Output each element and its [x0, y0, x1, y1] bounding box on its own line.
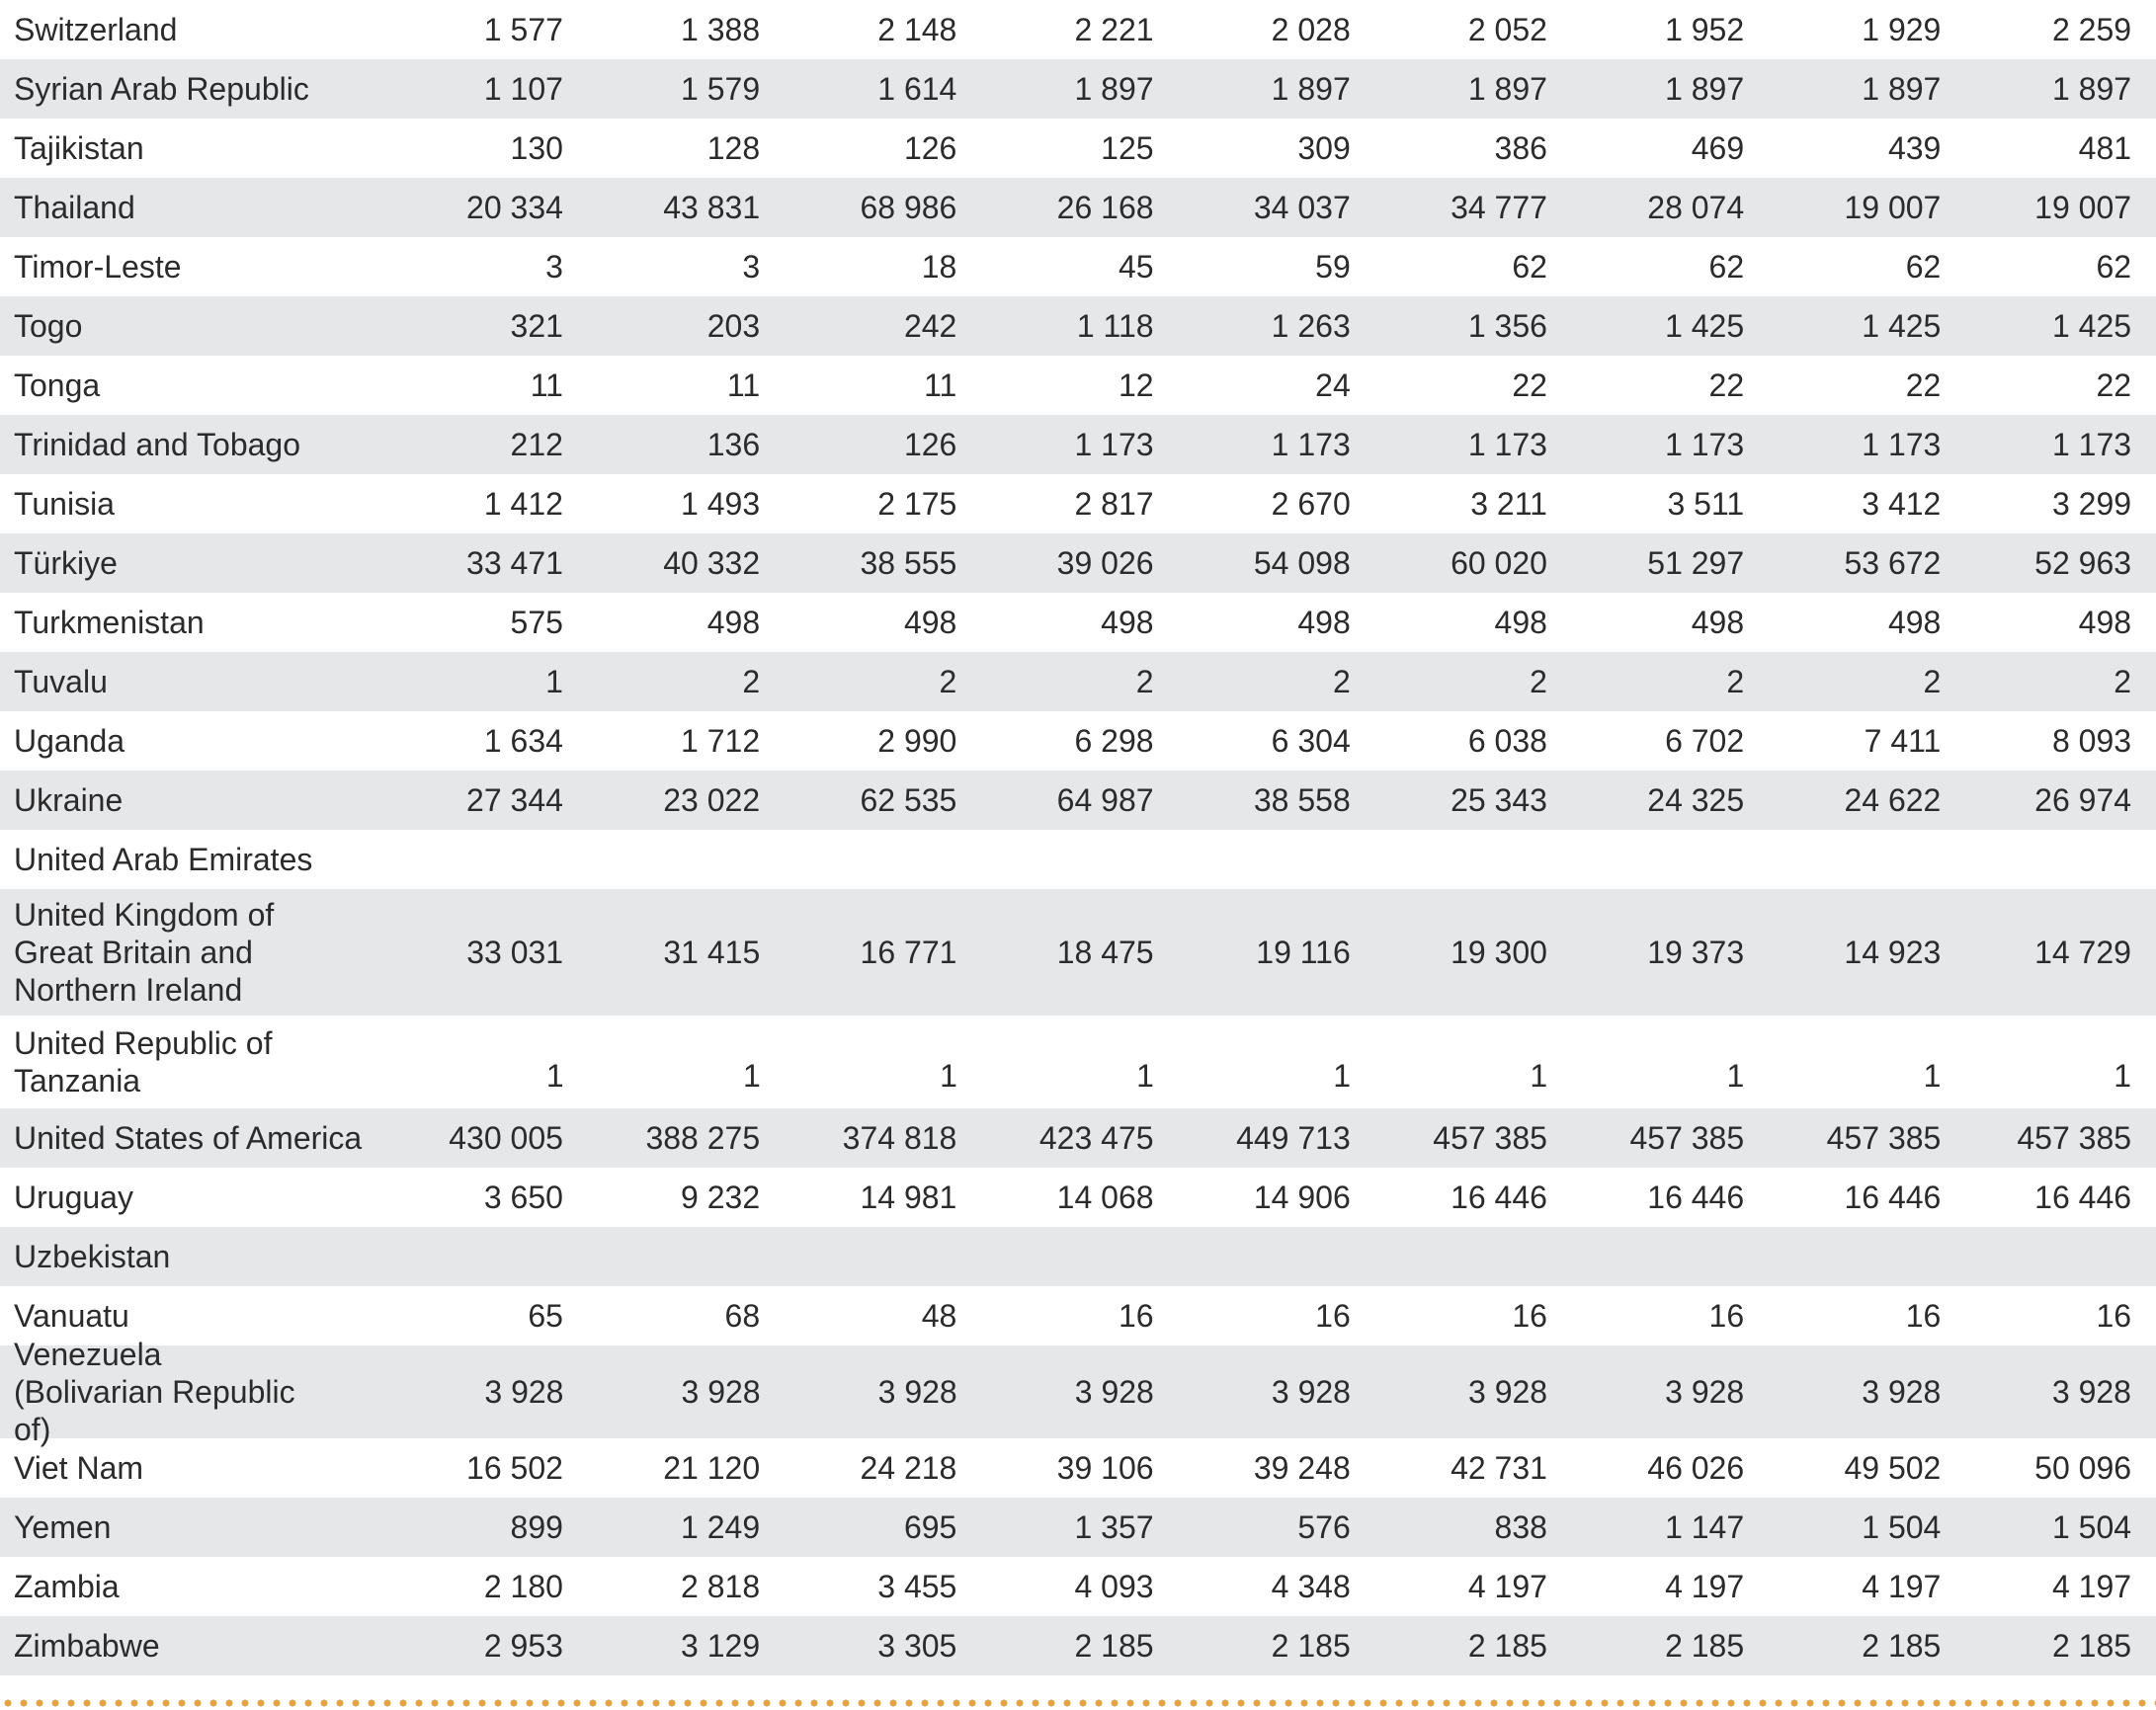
country-name: Switzerland — [14, 12, 178, 47]
value-cell: 51 297 — [1647, 544, 1745, 581]
value-cell: 2 259 — [2051, 11, 2132, 47]
country-name: Venezuela (Bolivarian Republic of) — [14, 1337, 295, 1447]
value-cell: 2 — [1726, 663, 1745, 699]
value-cell: 22 — [1512, 366, 1547, 403]
value-cell: 19 007 — [2034, 189, 2132, 225]
value-cell: 22 — [1708, 366, 1745, 403]
country-name: Uzbekistan — [14, 1239, 171, 1274]
value-cell: 1 173 — [1862, 426, 1942, 462]
value-cell: 34 037 — [1253, 189, 1351, 225]
value-cell: 49 502 — [1844, 1449, 1942, 1486]
value-cell: 16 — [1708, 1297, 1745, 1334]
country-name: Yemen — [14, 1509, 112, 1545]
value-cell: 469 — [1691, 129, 1745, 166]
value-cell: 309 — [1297, 129, 1351, 166]
value-cell: 3 — [545, 248, 563, 285]
table-row — [0, 652, 2156, 711]
value-cell: 26 974 — [2034, 781, 2132, 818]
value-cell: 1 425 — [1665, 307, 1745, 344]
value-cell: 1 173 — [1467, 426, 1547, 462]
value-cell: 2 670 — [1271, 485, 1351, 522]
value-cell: 1 — [742, 1058, 761, 1094]
value-cell: 11 — [530, 366, 563, 403]
value-cell: 16 446 — [2034, 1179, 2132, 1215]
value-cell: 2 185 — [1074, 1627, 1154, 1664]
country-name: Tunisia — [14, 486, 115, 522]
value-cell: 21 120 — [663, 1449, 761, 1486]
value-cell: 40 332 — [663, 544, 761, 581]
value-cell: 16 502 — [466, 1449, 563, 1486]
table-row — [0, 0, 2156, 59]
value-cell: 1 897 — [2051, 70, 2132, 107]
table-row — [0, 474, 2156, 533]
value-cell: 1 — [1726, 1058, 1745, 1094]
value-cell: 23 022 — [663, 781, 761, 818]
value-cell: 7 411 — [1864, 722, 1942, 759]
value-cell: 1 897 — [1271, 70, 1351, 107]
value-cell: 457 385 — [1826, 1119, 1942, 1156]
value-cell: 212 — [510, 426, 563, 462]
value-cell: 16 446 — [1844, 1179, 1942, 1215]
country-name: United Republic of Tanzania — [14, 1025, 273, 1099]
table-row — [0, 356, 2156, 415]
value-cell: 1 897 — [1665, 70, 1745, 107]
value-cell: 1 — [2114, 1058, 2131, 1094]
value-cell: 1 263 — [1271, 307, 1351, 344]
value-cell: 498 — [2078, 604, 2132, 640]
value-cell: 16 — [1512, 1297, 1547, 1334]
value-cell: 62 — [1708, 248, 1745, 285]
value-cell: 1 388 — [681, 11, 761, 47]
table-row — [0, 1168, 2156, 1227]
value-cell: 576 — [1297, 1508, 1351, 1545]
value-cell: 1 249 — [681, 1508, 761, 1545]
value-cell: 1 929 — [1862, 11, 1942, 47]
value-cell: 3 928 — [1665, 1373, 1745, 1410]
value-cell: 16 446 — [1451, 1179, 1547, 1215]
value-cell: 2 — [1332, 663, 1351, 699]
value-cell: 1 — [940, 1058, 957, 1094]
table-row — [0, 415, 2156, 474]
value-cell: 1 356 — [1467, 307, 1547, 344]
value-cell: 449 713 — [1236, 1119, 1351, 1156]
value-cell: 33 031 — [466, 934, 564, 970]
value-cell: 2 175 — [877, 485, 957, 522]
value-cell: 50 096 — [2034, 1449, 2132, 1486]
value-cell: 6 038 — [1467, 722, 1547, 759]
value-cell: 65 — [528, 1297, 563, 1334]
value-cell: 52 963 — [2034, 544, 2132, 581]
value-cell: 64 987 — [1056, 781, 1154, 818]
value-cell: 1 173 — [1074, 426, 1154, 462]
value-cell: 3 129 — [681, 1627, 761, 1664]
value-cell: 457 385 — [2017, 1119, 2132, 1156]
table-row — [0, 178, 2156, 237]
country-name: United States of America — [14, 1120, 363, 1156]
value-cell: 54 098 — [1253, 544, 1351, 581]
value-cell: 20 334 — [466, 189, 563, 225]
value-cell: 2 — [939, 663, 957, 699]
value-cell: 48 — [921, 1297, 957, 1334]
value-cell: 1 107 — [483, 70, 563, 107]
value-cell: 3 511 — [1667, 485, 1745, 522]
value-cell: 68 986 — [860, 189, 957, 225]
value-cell: 1 357 — [1074, 1508, 1154, 1545]
value-cell: 126 — [903, 426, 957, 462]
value-cell: 25 343 — [1451, 781, 1547, 818]
value-cell: 386 — [1494, 129, 1547, 166]
value-cell: 1 147 — [1665, 1508, 1745, 1545]
value-cell: 899 — [510, 1508, 563, 1545]
table-row — [0, 533, 2156, 593]
value-cell: 3 928 — [1468, 1373, 1548, 1410]
country-name: Syrian Arab Republic — [14, 71, 309, 107]
value-cell: 11 — [924, 366, 957, 403]
value-cell: 16 — [2096, 1297, 2132, 1334]
value-cell: 481 — [2078, 129, 2132, 166]
value-cell: 24 — [1315, 366, 1351, 403]
country-name: Tajikistan — [14, 130, 144, 166]
value-cell: 130 — [510, 129, 563, 166]
value-cell: 3 211 — [1470, 485, 1547, 522]
value-cell: 4 197 — [1862, 1568, 1942, 1604]
value-cell: 1 952 — [1665, 11, 1745, 47]
country-name: Togo — [14, 308, 83, 344]
value-cell: 4 197 — [2051, 1568, 2132, 1604]
value-cell: 2 — [742, 663, 761, 699]
country-name: Trinidad and Tobago — [14, 427, 300, 462]
value-cell: 3 299 — [2051, 485, 2132, 522]
value-cell: 1 173 — [2051, 426, 2132, 462]
value-cell: 45 — [1118, 248, 1154, 285]
value-cell: 8 093 — [2051, 722, 2132, 759]
value-cell: 3 412 — [1862, 485, 1942, 522]
value-cell: 695 — [903, 1508, 957, 1545]
value-cell: 203 — [706, 307, 761, 344]
country-name: Timor-Leste — [14, 249, 182, 285]
value-cell: 59 — [1315, 248, 1351, 285]
value-cell: 321 — [510, 307, 563, 344]
value-cell: 125 — [1101, 129, 1154, 166]
value-cell: 2 028 — [1271, 11, 1351, 47]
value-cell: 4 348 — [1271, 1568, 1351, 1604]
value-cell: 39 248 — [1253, 1449, 1351, 1486]
value-cell: 2 148 — [877, 11, 957, 47]
value-cell: 2 052 — [1467, 11, 1547, 47]
value-cell: 1 712 — [681, 722, 761, 759]
value-cell: 68 — [724, 1297, 761, 1334]
value-cell: 22 — [1905, 366, 1942, 403]
value-cell: 3 305 — [877, 1627, 957, 1664]
value-cell: 3 928 — [681, 1373, 761, 1410]
value-cell: 28 074 — [1647, 189, 1745, 225]
value-cell: 11 — [726, 366, 761, 403]
table-row — [0, 711, 2156, 771]
value-cell: 374 818 — [842, 1119, 957, 1156]
value-cell: 2 817 — [1074, 485, 1154, 522]
value-cell: 62 — [1512, 248, 1547, 285]
value-cell: 1 412 — [483, 485, 563, 522]
value-cell: 62 — [1905, 248, 1942, 285]
value-cell: 498 — [903, 604, 957, 640]
value-cell: 24 325 — [1647, 781, 1745, 818]
value-cell: 53 672 — [1844, 544, 1942, 581]
value-cell: 19 373 — [1647, 934, 1745, 970]
table-row — [0, 237, 2156, 296]
value-cell: 18 475 — [1056, 934, 1154, 970]
table-row — [0, 889, 2156, 1016]
value-cell: 26 168 — [1056, 189, 1154, 225]
value-cell: 2 185 — [1862, 1627, 1942, 1664]
value-cell: 2 180 — [483, 1568, 563, 1604]
value-cell: 22 — [2096, 366, 2132, 403]
country-name: Uruguay — [14, 1180, 133, 1215]
country-name: Turkmenistan — [14, 605, 205, 640]
value-cell: 3 928 — [877, 1373, 957, 1410]
country-name: Vanuatu — [14, 1298, 129, 1334]
table-row — [0, 1016, 2156, 1108]
value-cell: 14 906 — [1253, 1179, 1351, 1215]
value-cell: 24 622 — [1844, 781, 1942, 818]
value-cell: 34 777 — [1451, 189, 1547, 225]
value-cell: 498 — [1887, 604, 1942, 640]
value-cell: 2 — [2114, 663, 2132, 699]
value-cell: 498 — [1494, 604, 1547, 640]
value-cell: 43 831 — [663, 189, 761, 225]
value-cell: 42 731 — [1451, 1449, 1547, 1486]
value-cell: 16 446 — [1647, 1179, 1745, 1215]
value-cell: 60 020 — [1451, 544, 1547, 581]
value-cell: 1 577 — [483, 11, 563, 47]
value-cell: 3 650 — [483, 1179, 563, 1215]
value-cell: 1 504 — [1862, 1508, 1942, 1545]
value-cell: 457 385 — [1629, 1119, 1745, 1156]
value-cell: 16 771 — [860, 934, 957, 970]
value-cell: 39 026 — [1056, 544, 1154, 581]
value-cell: 16 — [1905, 1297, 1942, 1334]
value-cell: 62 — [2096, 248, 2132, 285]
value-cell: 1 425 — [1862, 307, 1942, 344]
value-cell: 498 — [1691, 604, 1745, 640]
value-cell: 457 385 — [1433, 1119, 1547, 1156]
value-cell: 6 298 — [1074, 722, 1154, 759]
country-name: United Arab Emirates — [14, 842, 313, 877]
value-cell: 16 — [1118, 1297, 1154, 1334]
value-cell: 498 — [706, 604, 761, 640]
table-row — [0, 296, 2156, 356]
country-name: Tonga — [14, 367, 101, 403]
value-cell: 242 — [903, 307, 957, 344]
value-cell: 9 232 — [681, 1179, 761, 1215]
value-cell: 27 344 — [466, 781, 563, 818]
value-cell: 6 702 — [1665, 722, 1745, 759]
value-cell: 1 897 — [1862, 70, 1942, 107]
value-cell: 1 493 — [681, 485, 761, 522]
value-cell: 14 923 — [1844, 934, 1942, 970]
value-cell: 46 026 — [1647, 1449, 1745, 1486]
value-cell: 3 928 — [1074, 1373, 1154, 1410]
value-cell: 128 — [706, 129, 761, 166]
value-cell: 838 — [1494, 1508, 1547, 1545]
value-cell: 2 185 — [1271, 1627, 1351, 1664]
table-row — [0, 1227, 2156, 1286]
country-name: Zimbabwe — [14, 1628, 160, 1664]
value-cell: 2 818 — [681, 1568, 761, 1604]
value-cell: 126 — [903, 129, 957, 166]
value-cell: 2 185 — [1467, 1627, 1547, 1664]
value-cell: 14 981 — [860, 1179, 957, 1215]
value-cell: 39 106 — [1056, 1449, 1154, 1486]
value-cell: 1 — [545, 663, 563, 699]
value-cell: 2 — [1135, 663, 1154, 699]
table-row — [0, 119, 2156, 178]
table-row — [0, 59, 2156, 119]
value-cell: 1 173 — [1271, 426, 1351, 462]
table-row — [0, 1108, 2156, 1168]
value-cell: 423 475 — [1038, 1119, 1154, 1156]
value-cell: 1 897 — [1467, 70, 1547, 107]
value-cell: 2 185 — [2051, 1627, 2132, 1664]
value-cell: 31 415 — [663, 934, 761, 970]
dotted-divider — [0, 1698, 2156, 1708]
value-cell: 1 — [545, 1058, 564, 1094]
value-cell: 1 614 — [877, 70, 957, 107]
value-cell: 38 558 — [1253, 781, 1351, 818]
value-cell: 1 425 — [2051, 307, 2132, 344]
country-name: Uganda — [14, 723, 125, 759]
table-row — [0, 1337, 2156, 1447]
value-cell: 4 197 — [1665, 1568, 1745, 1604]
value-cell: 4 197 — [1467, 1568, 1547, 1604]
value-cell: 3 928 — [2051, 1373, 2131, 1410]
value-cell: 388 275 — [645, 1119, 761, 1156]
value-cell: 498 — [1297, 604, 1351, 640]
country-name: Thailand — [14, 190, 135, 225]
value-cell: 12 — [1118, 366, 1154, 403]
value-cell: 439 — [1887, 129, 1942, 166]
value-cell: 430 005 — [449, 1119, 563, 1156]
table-row — [0, 771, 2156, 830]
country-name: Viet Nam — [14, 1450, 144, 1486]
table-row — [0, 1498, 2156, 1557]
value-cell: 19 007 — [1844, 189, 1942, 225]
table-row — [0, 593, 2156, 652]
value-cell: 38 555 — [860, 544, 957, 581]
value-cell: 2 — [1923, 663, 1942, 699]
value-cell: 1 173 — [1665, 426, 1745, 462]
value-cell: 2 185 — [1665, 1627, 1745, 1664]
table-row — [0, 830, 2156, 889]
table-row — [0, 1557, 2156, 1616]
value-cell: 62 535 — [860, 781, 957, 818]
value-cell: 16 — [1315, 1297, 1351, 1334]
value-cell: 136 — [706, 426, 761, 462]
value-cell: 2 221 — [1074, 11, 1154, 47]
value-cell: 2 — [1530, 663, 1547, 699]
value-cell: 1 — [1923, 1058, 1942, 1094]
country-name: Tuvalu — [14, 664, 108, 699]
value-cell: 24 218 — [860, 1449, 957, 1486]
table-row — [0, 1616, 2156, 1675]
value-cell: 575 — [510, 604, 563, 640]
value-cell: 33 471 — [466, 544, 563, 581]
value-cell: 3 — [742, 248, 761, 285]
country-name: United Kingdom of Great Britain and Northern Ireland — [14, 897, 275, 1008]
value-cell: 4 093 — [1074, 1568, 1154, 1604]
value-cell: 1 118 — [1076, 307, 1154, 344]
value-cell: 3 928 — [1271, 1373, 1351, 1410]
country-name: Zambia — [14, 1569, 120, 1604]
country-name: Ukraine — [14, 782, 124, 818]
value-cell: 1 897 — [1074, 70, 1154, 107]
value-cell: 14 729 — [2034, 934, 2131, 970]
value-cell: 1 634 — [483, 722, 563, 759]
value-cell: 3 455 — [877, 1568, 957, 1604]
country-name: Türkiye — [14, 545, 118, 581]
value-cell: 18 — [921, 248, 957, 285]
value-cell: 3 928 — [484, 1373, 564, 1410]
value-cell: 3 928 — [1862, 1373, 1942, 1410]
value-cell: 1 — [1136, 1058, 1154, 1094]
value-cell: 14 068 — [1056, 1179, 1154, 1215]
value-cell: 19 300 — [1451, 934, 1547, 970]
value-cell: 6 304 — [1271, 722, 1351, 759]
value-cell: 1 504 — [2051, 1508, 2132, 1545]
value-cell: 2 990 — [877, 722, 957, 759]
value-cell: 1 — [1333, 1058, 1352, 1094]
value-cell: 1 — [1530, 1058, 1548, 1094]
value-cell: 1 579 — [681, 70, 761, 107]
value-cell: 498 — [1101, 604, 1154, 640]
value-cell: 2 953 — [483, 1627, 563, 1664]
value-cell: 19 116 — [1256, 934, 1351, 970]
